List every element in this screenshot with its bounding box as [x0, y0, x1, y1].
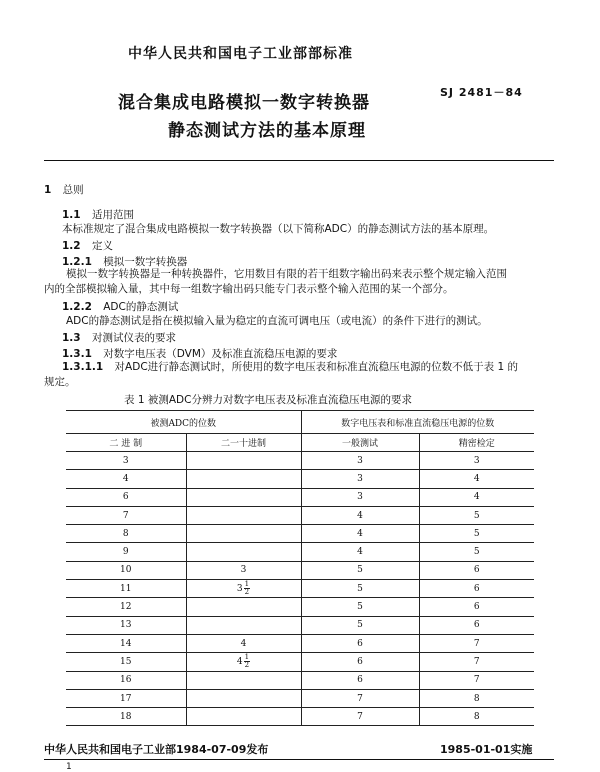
- general-test-cell: 5: [301, 580, 419, 598]
- bcd-cell: [186, 470, 301, 488]
- table-row: [66, 653, 534, 671]
- bcd-cell: [186, 543, 301, 561]
- table-row: [66, 689, 534, 707]
- precision-check-cell: 7: [419, 634, 534, 652]
- table-header-row: [66, 434, 534, 452]
- bcd-cell: [186, 598, 301, 616]
- section-1-3-1-1: [62, 359, 518, 376]
- precision-check-cell: 5: [419, 506, 534, 524]
- precision-check-cell: 6: [419, 616, 534, 634]
- general-test-cell: 3: [301, 452, 419, 470]
- table-row: [66, 616, 534, 634]
- general-test-cell: 5: [301, 561, 419, 579]
- binary-cell: 15: [66, 653, 186, 671]
- page-number: 1: [66, 762, 72, 772]
- table-row: [66, 561, 534, 579]
- precision-check-cell: 4: [419, 488, 534, 506]
- section-text: 对ADC进行静态测试时，所使用的数字电压表和标准直流稳压电源的位数不低于表 1 的: [114, 361, 519, 373]
- section-title: 总则: [62, 184, 84, 196]
- column-header-precision-check: 精密检定: [419, 434, 534, 452]
- fraction-half: $\frac{1}{2}$: [244, 580, 250, 597]
- adc-resolution-table: [66, 410, 534, 726]
- table-row: [66, 525, 534, 543]
- section-1-2-2: [62, 299, 178, 314]
- table-row: [66, 488, 534, 506]
- table-row: [66, 470, 534, 488]
- precision-check-cell: 5: [419, 543, 534, 561]
- section-1-3: [62, 330, 176, 345]
- general-test-cell: 3: [301, 470, 419, 488]
- bcd-cell: 3: [186, 561, 301, 579]
- table-row: [66, 543, 534, 561]
- section-1: [44, 182, 84, 197]
- bcd-cell: [186, 525, 301, 543]
- document-title-line1: 混合集成电路模拟一数字转换器: [118, 93, 370, 113]
- precision-check-cell: 7: [419, 671, 534, 689]
- binary-cell: 3: [66, 452, 186, 470]
- table-row: [66, 671, 534, 689]
- column-header-bcd: 二一十进制: [186, 434, 301, 452]
- bcd-cell: [186, 452, 301, 470]
- section-number: 1.2: [62, 240, 81, 252]
- bcd-cell: [186, 506, 301, 524]
- general-test-cell: 4: [301, 543, 419, 561]
- precision-check-cell: 3: [419, 452, 534, 470]
- column-header-general-test: 一般测试: [301, 434, 419, 452]
- bcd-cell: [186, 488, 301, 506]
- table-row: [66, 634, 534, 652]
- paragraph-adc-definition-line2: 内的全部模拟输入量，其中每一组数字输出码只能专门表示整个输入范围的某一个部分。: [44, 283, 454, 295]
- binary-cell: 12: [66, 598, 186, 616]
- general-test-cell: 5: [301, 616, 419, 634]
- section-number: 1.3.1: [62, 348, 92, 360]
- section-number: 1.1: [62, 209, 81, 221]
- section-number: 1.3.1.1: [62, 361, 104, 373]
- general-test-cell: 7: [301, 689, 419, 707]
- table-row: [66, 452, 534, 470]
- paragraph-static-test: ADC的静态测试是指在模拟输入量为稳定的直流可调电压（或电流）的条件下进行的测试。: [66, 315, 488, 327]
- table-group-header-row: [66, 411, 534, 434]
- section-title: 模拟一数字转换器: [103, 256, 188, 268]
- section-number: 1: [44, 184, 52, 196]
- precision-check-cell: 4: [419, 470, 534, 488]
- general-test-cell: 4: [301, 525, 419, 543]
- section-1-2: [62, 238, 113, 253]
- binary-cell: 4: [66, 470, 186, 488]
- table-row: [66, 506, 534, 524]
- bcd-cell: [186, 708, 301, 726]
- table-row: [66, 708, 534, 726]
- binary-cell: 10: [66, 561, 186, 579]
- precision-check-cell: 6: [419, 561, 534, 579]
- footer-divider: [44, 759, 554, 760]
- bcd-cell: [186, 689, 301, 707]
- binary-cell: 16: [66, 671, 186, 689]
- general-test-cell: 4: [301, 506, 419, 524]
- section-1-1: [62, 207, 134, 222]
- section-title: ADC的静态测试: [103, 301, 179, 313]
- standard-number: SJ 2481－84: [440, 86, 523, 99]
- precision-check-cell: 6: [419, 580, 534, 598]
- precision-check-cell: 6: [419, 598, 534, 616]
- binary-cell: 13: [66, 616, 186, 634]
- fraction-half: $\frac{1}{2}$: [244, 653, 250, 670]
- issue-date: 中华人民共和国电子工业部1984-07-09发布: [44, 743, 269, 756]
- binary-cell: 17: [66, 689, 186, 707]
- precision-check-cell: 7: [419, 653, 534, 671]
- general-test-cell: 5: [301, 598, 419, 616]
- binary-cell: 8: [66, 525, 186, 543]
- column-header-binary: 二 进 制: [66, 434, 186, 452]
- precision-check-cell: 5: [419, 525, 534, 543]
- section-number: 1.3: [62, 332, 81, 344]
- general-test-cell: 6: [301, 653, 419, 671]
- precision-check-cell: 8: [419, 689, 534, 707]
- precision-check-cell: 8: [419, 708, 534, 726]
- general-test-cell: 6: [301, 634, 419, 652]
- binary-cell: 18: [66, 708, 186, 726]
- binary-cell: 9: [66, 543, 186, 561]
- binary-cell: 7: [66, 506, 186, 524]
- bcd-cell: 4: [186, 634, 301, 652]
- group-header-left: 被测ADC的位数: [66, 411, 301, 434]
- paragraph-adc-definition-line1: 模拟一数字转换器是一种转换器件，它用数目有限的若干组数字输出码来表示整个规定输入范围: [66, 268, 507, 280]
- binary-cell: 14: [66, 634, 186, 652]
- paragraph-scope: 本标准规定了混合集成电路模拟一数字转换器（以下简称ADC）的静态测试方法的基本原理。: [62, 223, 495, 235]
- binary-cell: 11: [66, 580, 186, 598]
- table-body: [66, 452, 534, 726]
- section-title: 对数字电压表（DVM）及标准直流稳压电源的要求: [103, 348, 338, 360]
- bcd-cell: 3 $\frac{1}{2}$: [186, 580, 301, 598]
- bcd-cell: [186, 616, 301, 634]
- table-row: [66, 580, 534, 598]
- bcd-cell: 4 $\frac{1}{2}$: [186, 653, 301, 671]
- general-test-cell: 7: [301, 708, 419, 726]
- general-test-cell: 3: [301, 488, 419, 506]
- document-title-line2: 静态测试方法的基本原理: [168, 121, 366, 141]
- section-number: 1.2.1: [62, 256, 92, 268]
- section-1-3-1-1-line2: 规定。: [44, 376, 76, 388]
- effective-date: 1985-01-01实施: [440, 743, 533, 756]
- bcd-cell: [186, 671, 301, 689]
- general-test-cell: 6: [301, 671, 419, 689]
- table-row: [66, 598, 534, 616]
- section-title: 对测试仪表的要求: [91, 332, 176, 344]
- group-header-right: 数字电压表和标准直流稳压电源的位数: [301, 411, 534, 434]
- header-divider: [44, 160, 554, 161]
- table-caption: 表 1 被测ADC分辨力对数字电压表及标准直流稳压电源的要求: [124, 394, 412, 406]
- binary-cell: 6: [66, 488, 186, 506]
- section-number: 1.2.2: [62, 301, 92, 313]
- section-title: 定义: [91, 240, 113, 252]
- section-title: 适用范围: [91, 209, 134, 221]
- ministry-header: 中华人民共和国电子工业部部标准: [128, 46, 353, 62]
